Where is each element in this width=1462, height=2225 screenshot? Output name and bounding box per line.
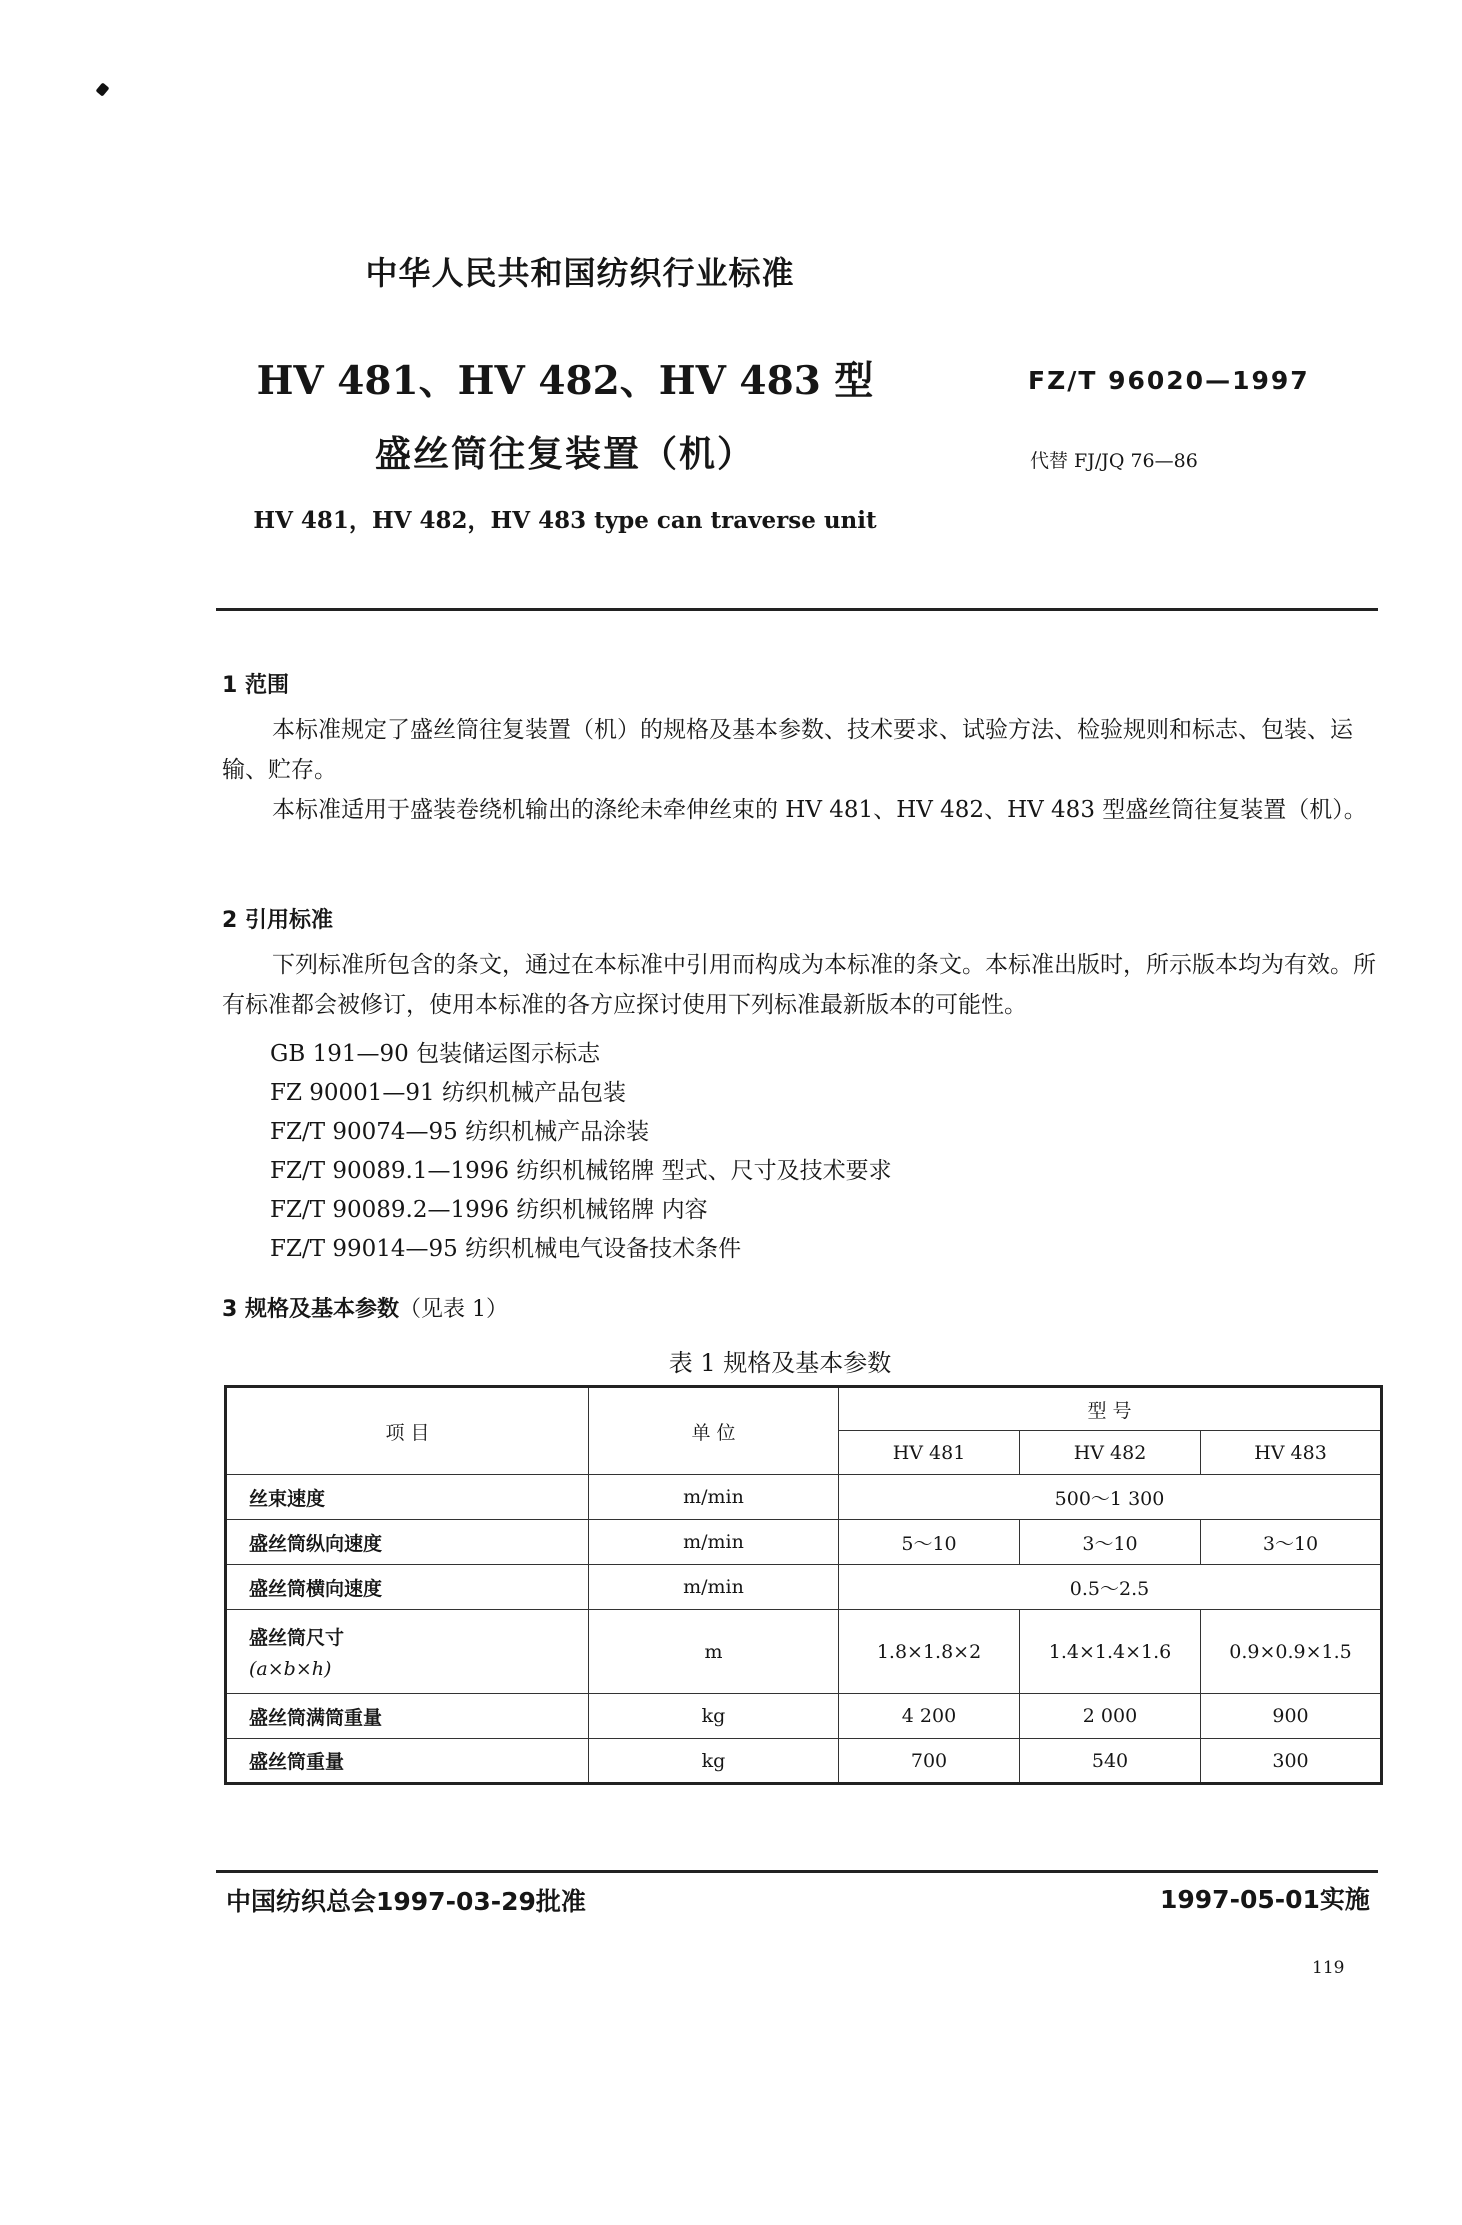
- row-item: 盛丝筒纵向速度: [226, 1520, 589, 1565]
- row-value: 3～10: [1201, 1520, 1382, 1565]
- row-item: 盛丝筒满筒重量: [226, 1694, 589, 1739]
- scope-paragraph-1: 本标准规定了盛丝筒往复装置（机）的规格及基本参数、技术要求、试验方法、检验规则和标志、包装、运输、贮存。: [222, 717, 1353, 783]
- row-value: 2 000: [1020, 1694, 1201, 1739]
- reference-item: GB 191—90 包装储运图示标志: [270, 1041, 601, 1067]
- row-item: 丝束速度: [226, 1475, 589, 1520]
- header-model: 型 号: [839, 1387, 1382, 1431]
- title-line-1: HV 481、HV 482、HV 483 型: [256, 358, 874, 404]
- section-2-heading: 2 引用标准: [222, 908, 333, 933]
- model-hv482: HV 482: [1020, 1431, 1201, 1475]
- model-hv483: HV 483: [1201, 1431, 1382, 1475]
- row-value: 4 200: [839, 1694, 1020, 1739]
- row-unit: kg: [589, 1694, 839, 1739]
- row-unit: kg: [589, 1739, 839, 1784]
- row-item: 盛丝筒重量: [226, 1739, 589, 1784]
- row-value: 1.4×1.4×1.6: [1020, 1610, 1201, 1694]
- table-row: [226, 1739, 1382, 1784]
- row-item-cell: [226, 1610, 589, 1694]
- table-row: [226, 1694, 1382, 1739]
- row-item: 盛丝筒横向速度: [226, 1565, 589, 1610]
- table-row: [226, 1610, 1382, 1694]
- page-number: 119: [1312, 1958, 1345, 1978]
- header-item: 项 目: [226, 1387, 589, 1475]
- row-item: 盛丝筒尺寸: [249, 1627, 345, 1649]
- table-caption: 表 1 规格及基本参数: [668, 1349, 892, 1377]
- row-item-sub: (a×b×h): [249, 1658, 332, 1680]
- section-3-title: 3 规格及基本参数: [222, 1297, 399, 1322]
- approval-statement: 中国纺织总会1997-03-29批准: [226, 1887, 586, 1916]
- header-divider: [216, 608, 1378, 611]
- reference-item: FZ/T 90074—95 纺织机械产品涂装: [270, 1119, 650, 1145]
- section-3-heading: [222, 1292, 508, 1323]
- header-unit: 单 位: [589, 1387, 839, 1475]
- replaces-standard: 代替 FJ/JQ 76—86: [1030, 450, 1198, 472]
- standard-org-header: 中华人民共和国纺织行业标准: [365, 254, 795, 292]
- title-english: HV 481，HV 482，HV 483 type can traverse unit: [253, 507, 877, 534]
- row-unit: m: [589, 1610, 839, 1694]
- table-row: [226, 1565, 1382, 1610]
- reference-item: FZ 90001—91 纺织机械产品包装: [270, 1080, 626, 1106]
- table-row: [226, 1520, 1382, 1565]
- table-row: [226, 1475, 1382, 1520]
- reference-item: FZ/T 90089.2—1996 纺织机械铭牌 内容: [270, 1197, 708, 1223]
- section-3-note: （见表 1）: [398, 1297, 508, 1322]
- row-unit: m/min: [589, 1565, 839, 1610]
- row-unit: m/min: [589, 1520, 839, 1565]
- row-value: 300: [1201, 1739, 1382, 1784]
- row-value: 900: [1201, 1694, 1382, 1739]
- row-merged-value: 500～1 300: [839, 1475, 1382, 1520]
- footer-divider: [216, 1870, 1378, 1873]
- title-line-2: 盛丝筒往复装置（机）: [374, 434, 755, 475]
- section-1-heading: 1 范围: [222, 673, 289, 698]
- table-header-row: [226, 1387, 1382, 1431]
- row-value: 700: [839, 1739, 1020, 1784]
- row-value: 1.8×1.8×2: [839, 1610, 1020, 1694]
- model-hv481: HV 481: [839, 1431, 1020, 1475]
- scan-mark: [96, 82, 110, 96]
- reference-item: FZ/T 99014—95 纺织机械电气设备技术条件: [270, 1236, 742, 1262]
- row-value: 0.9×0.9×1.5: [1201, 1610, 1382, 1694]
- references-intro: 下列标准所包含的条文，通过在本标准中引用而构成为本标准的条文。本标准出版时，所示版本均为有效。所有标准都会被修订，使用本标准的各方应探讨使用下列标准最新版本的可能性。: [222, 952, 1376, 1018]
- spec-table: [224, 1385, 1383, 1785]
- standard-number: FZ/T 96020—1997: [1028, 366, 1310, 395]
- row-merged-value: 0.5～2.5: [839, 1565, 1382, 1610]
- row-value: 540: [1020, 1739, 1201, 1784]
- row-unit: m/min: [589, 1475, 839, 1520]
- row-value: 3～10: [1020, 1520, 1201, 1565]
- scope-paragraph-2: 本标准适用于盛装卷绕机输出的涤纶未牵伸丝束的 HV 481、HV 482、HV 483 型盛丝筒往复装置（机）。: [272, 797, 1367, 823]
- effective-date: 1997-05-01实施: [1160, 1885, 1370, 1914]
- row-value: 5～10: [839, 1520, 1020, 1565]
- reference-item: FZ/T 90089.1—1996 纺织机械铭牌 型式、尺寸及技术要求: [270, 1158, 892, 1184]
